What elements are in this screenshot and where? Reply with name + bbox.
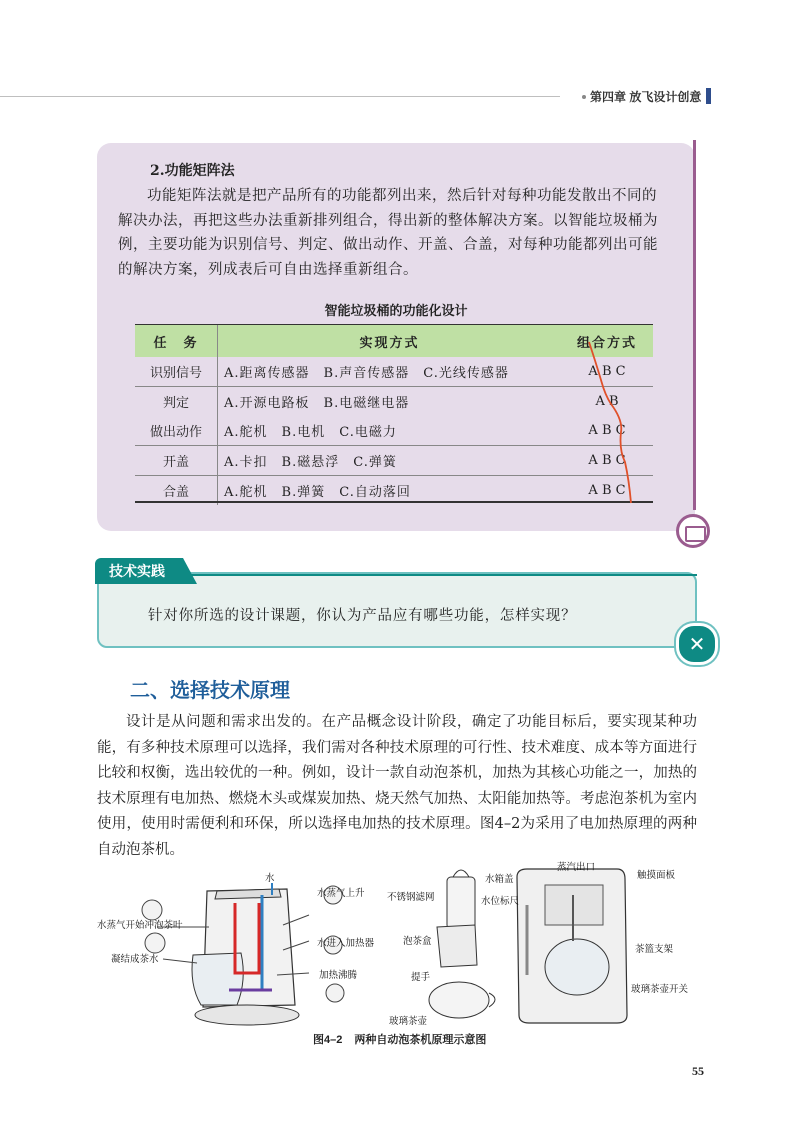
tools-icon: ✕ <box>676 623 718 665</box>
figure-number: 图4–2 <box>313 1034 343 1046</box>
option: A.距离传感器 <box>224 366 310 381</box>
label-condense: 凝结成茶水 <box>111 954 159 965</box>
cell-task: 开盖 <box>135 446 218 476</box>
label-switch: 玻璃茶壶开关 <box>631 984 689 995</box>
label-steam-brew: 水蒸气开始冲泡茶叶 <box>97 920 183 931</box>
method-title: 2.功能矩阵法 <box>150 163 235 179</box>
table-caption: 智能垃圾桶的功能化设计 <box>324 303 468 318</box>
figure-4-2 <box>97 855 717 1035</box>
label-water-in: 水进入加热器 <box>317 938 375 949</box>
option: B.电磁继电器 <box>323 396 410 411</box>
label-tea-support: 茶篮支架 <box>635 944 674 955</box>
cell-task: 识别信号 <box>135 357 218 387</box>
col-header-combo: 组合方式 <box>561 325 653 357</box>
figure-caption-text: 两种自动泡茶机原理示意图 <box>354 1034 487 1046</box>
practice-rule <box>183 574 697 576</box>
label-steam-out: 蒸汽出口 <box>557 862 596 873</box>
page-number: 55 <box>692 1064 704 1078</box>
practice-tag: 技术实践 <box>95 558 183 584</box>
cell-combo: A B C <box>561 446 653 476</box>
option: B.磁悬浮 <box>281 455 340 470</box>
label-touch-panel: 触摸面板 <box>637 870 676 881</box>
section-body: 设计是从问题和需求出发的。在产品概念设计阶段，确定了功能目标后，要实现某种功能，有多种技术原理可以选择，我们需对各种技术原理的可行性、技术难度、成本等方面进行比较和权衡，选出较优的一种。例如，设计一款自动泡茶机，加热为其核心功能之一，加热的技术原理有电加热、燃烧木头或煤炭加热、烧天然气加热、太阳能加热等。考虑泡茶机为室内使用，使用时需便利和环保，所以选择电加热的技术原理。图4–2为采用了电加热原理的两种自动泡茶机。 <box>97 714 697 858</box>
cell-combo: A B C <box>561 476 653 506</box>
practice-tag-tail <box>183 558 197 584</box>
option: B.电机 <box>281 425 326 440</box>
option: A.舵机 <box>224 485 268 500</box>
option: C.弹簧 <box>353 455 397 470</box>
label-heat: 加热沸腾 <box>319 970 358 981</box>
option: A.开源电路板 <box>224 396 310 411</box>
label-brew-box: 泡茶盒 <box>403 936 432 947</box>
cell-options <box>218 446 562 476</box>
combination-route-line <box>575 340 635 505</box>
option: B.弹簧 <box>281 485 326 500</box>
cell-options <box>218 387 562 417</box>
cell-options <box>218 416 562 446</box>
col-header-task: 任 务 <box>135 325 218 357</box>
cell-options <box>218 357 562 387</box>
cell-combo: A B C <box>588 364 626 379</box>
option: A.舵机 <box>224 425 268 440</box>
cell-combo: A B <box>561 387 653 417</box>
chapter-marker <box>706 88 711 104</box>
cell-task: 合盖 <box>135 476 218 506</box>
chapter-title: 第四章 放飞设计创意 <box>590 90 702 104</box>
cell-combo: A B C <box>588 423 626 438</box>
header-dot <box>582 95 586 99</box>
label-handle: 提手 <box>411 972 431 983</box>
cell-task: 做出动作 <box>135 416 218 446</box>
cell-task: 判定 <box>135 387 218 417</box>
col-header-method: 实现方式 <box>218 325 562 357</box>
option: C.自动落回 <box>339 485 411 500</box>
book-icon <box>676 514 710 548</box>
label-filter: 不锈钢滤网 <box>387 892 435 903</box>
method-box-edge <box>693 140 696 510</box>
label-pot: 玻璃茶壶 <box>389 1016 428 1027</box>
practice-text: 针对你所选的设计课题，你认为产品应有哪些功能，怎样实现？ <box>148 608 577 624</box>
section-heading: 二、选择技术原理 <box>130 678 290 702</box>
label-steam-up: 水蒸气上升 <box>317 888 365 899</box>
label-level: 水位标尺 <box>481 896 520 907</box>
option: B.声音传感器 <box>323 366 410 381</box>
label-water-box: 水箱盖 <box>485 874 514 885</box>
method-paragraph: 功能矩阵法就是把产品所有的功能都列出来，然后针对每种功能发散出不同的解决办法，再把这些办法重新排列组合，得出新的整体解决方案。以智能垃圾桶为例，主要功能为识别信号、判定、做出动作、开盖、合盖，对每种功能都列出可能的解决方案，列成表后可自由选择重新组合。 <box>118 188 658 278</box>
label-water: 水 <box>265 873 275 884</box>
option: C.电磁力 <box>339 425 397 440</box>
option: A.卡扣 <box>224 455 268 470</box>
figure-caption <box>313 1031 486 1047</box>
option: C.光线传感器 <box>423 366 509 381</box>
